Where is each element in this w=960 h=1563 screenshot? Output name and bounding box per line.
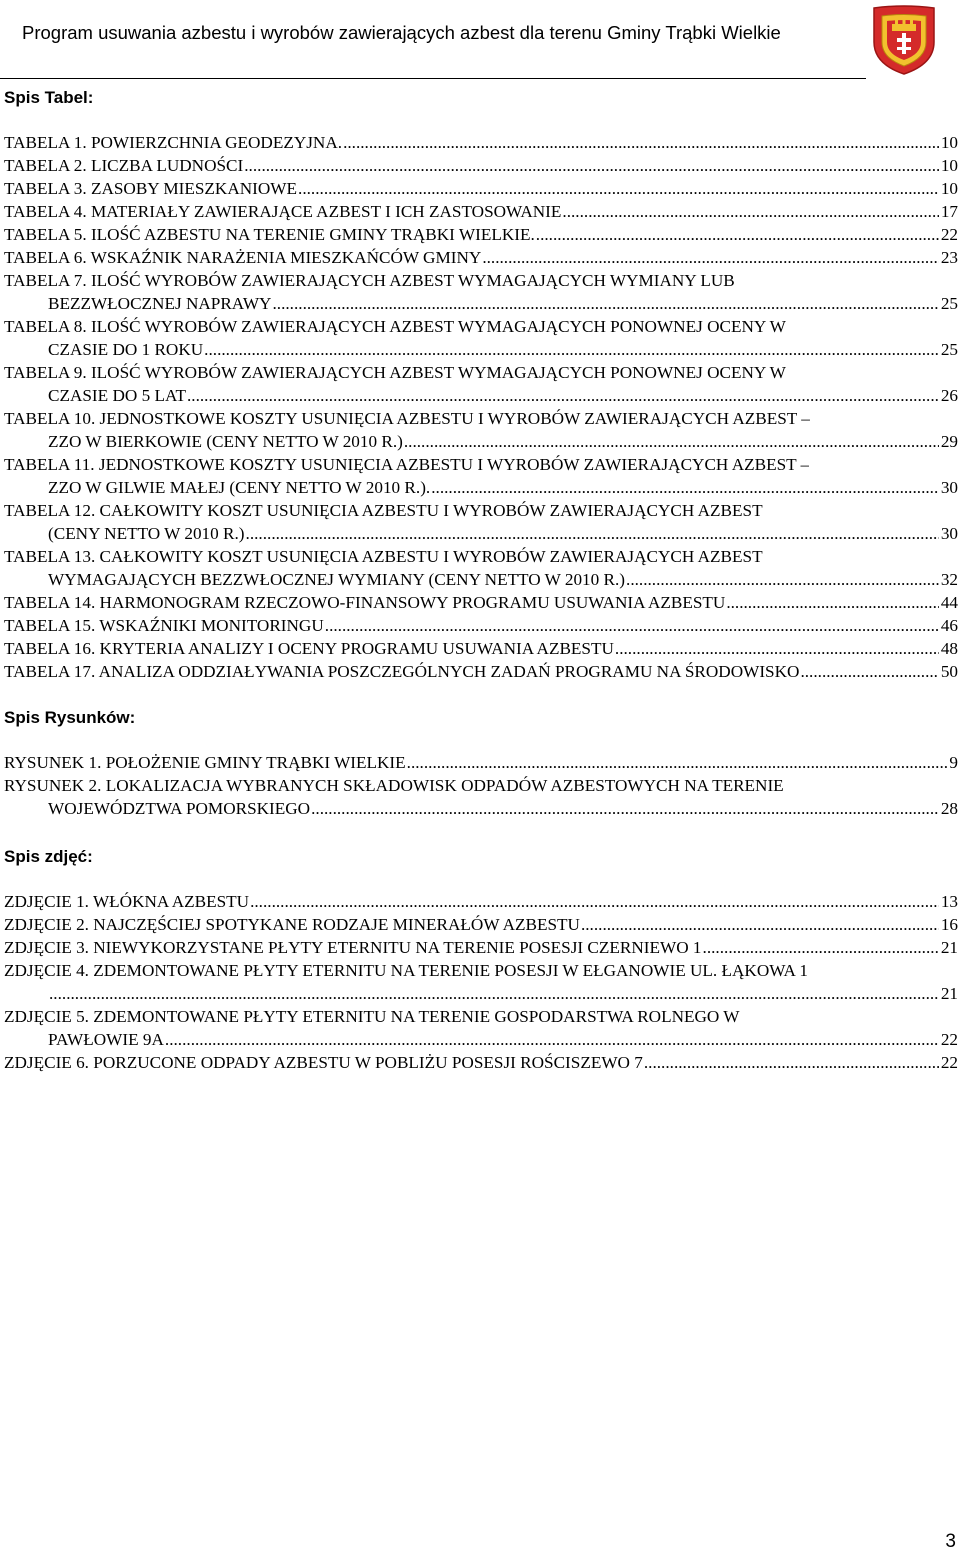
toc-entry-title: RYSUNEK 1. POŁOŻENIE GMINY TRĄBKI WIELKIE: [4, 753, 406, 772]
toc-dot-leader: [48, 982, 939, 1005]
toc-entry-line: [4, 637, 958, 660]
toc-entry-title: TABELA 17. ANALIZA ODDZIAŁYWANIA POSZCZEGÓLNYCH ZADAŃ PROGRAMU NA ŚRODOWISKO: [4, 662, 800, 681]
toc-page-number: 23: [940, 248, 958, 267]
toc-entry-line: [4, 154, 958, 177]
toc-entry-title: TABELA 5. ILOŚĆ AZBESTU NA TERENIE GMINY TRĄBKI WIELKIE.: [4, 225, 535, 244]
toc-entry[interactable]: [4, 545, 958, 591]
toc-entry-title: RYSUNEK 2. LOKALIZACJA WYBRANYCH SKŁADOWISK ODPADÓW AZBESTOWYCH NA TERENIE: [4, 776, 784, 795]
toc-entry[interactable]: [4, 774, 958, 820]
toc-dot-leader: [535, 223, 939, 246]
toc-entry-line: [4, 269, 958, 292]
toc-entry-line: [4, 292, 958, 315]
toc-entry-line: [4, 200, 958, 223]
toc-dot-leader: [406, 751, 948, 774]
toc-page-number: 21: [940, 984, 958, 1003]
toc-page-number: 10: [940, 156, 958, 175]
toc-entry-title: CZASIE DO 1 ROKU: [48, 340, 204, 359]
toc-entry-title: TABELA 11. JEDNOSTKOWE KOSZTY USUNIĘCIA AZBESTU I WYROBÓW ZAWIERAJĄCYCH AZBEST –: [4, 455, 810, 474]
toc-dot-leader: [310, 797, 939, 820]
toc-entry-line: [4, 982, 958, 1005]
toc-entry-title: ZDJĘCIE 4. ZDEMONTOWANE PŁYTY ETERNITU NA TERENIE POSESJI W EŁGANOWIE UL. ŁĄKOWA 1: [4, 961, 808, 980]
toc-page-number: 9: [949, 753, 958, 772]
toc-entry[interactable]: [4, 200, 958, 223]
toc-page-number: 17: [940, 202, 958, 221]
toc-dot-leader: [186, 384, 939, 407]
toc-entry-line: [4, 1051, 958, 1074]
toc-entry-title: TABELA 15. WSKAŹNIKI MONITORINGU: [4, 616, 324, 635]
toc-entry[interactable]: [4, 177, 958, 200]
document-title: Program usuwania azbestu i wyrobów zawierających azbest dla terenu Gminy Trąbki Wielkie: [22, 22, 781, 43]
toc-entry-title: TABELA 13. CAŁKOWITY KOSZT USUNIĘCIA AZBESTU I WYROBÓW ZAWIERAJĄCYCH AZBEST: [4, 547, 763, 566]
toc-entry-title: ZZO W BIERKOWIE (CENY NETTO W 2010 R.): [48, 432, 403, 451]
toc-entry[interactable]: [4, 936, 958, 959]
toc-page-number: 29: [940, 432, 958, 451]
toc-dot-leader: [324, 614, 939, 637]
toc-page-number: 30: [940, 478, 958, 497]
toc-entry-line: [4, 591, 958, 614]
toc-entry[interactable]: [4, 913, 958, 936]
toc-page-number: 22: [940, 225, 958, 244]
toc-page-number: 10: [940, 133, 958, 152]
toc-entry-title: TABELA 4. MATERIAŁY ZAWIERAJĄCE AZBEST I ICH ZASTOSOWANIE: [4, 202, 562, 221]
toc-entry-title: ZDJĘCIE 6. PORZUCONE ODPADY AZBESTU W POBLIŻU POSESJI ROŚCISZEWO 7: [4, 1053, 643, 1072]
toc-entry-line: [4, 568, 958, 591]
toc-dot-leader: [249, 890, 939, 913]
toc-dot-leader: [403, 430, 939, 453]
figures-heading: Spis Rysunków:: [4, 708, 136, 727]
toc-entry-title: TABELA 10. JEDNOSTKOWE KOSZTY USUNIĘCIA AZBESTU I WYROBÓW ZAWIERAJĄCYCH AZBEST –: [4, 409, 810, 428]
toc-entry-line: [4, 430, 958, 453]
toc-entry-title: TABELA 6. WSKAŹNIK NARAŻENIA MIESZKAŃCÓW GMINY: [4, 248, 482, 267]
toc-entry[interactable]: [4, 315, 958, 361]
toc-entry-title: BEZZWŁOCZNEJ NAPRAWY: [48, 294, 272, 313]
header-divider: [0, 78, 866, 79]
toc-dot-leader: [164, 1028, 939, 1051]
toc-page-number: 22: [940, 1053, 958, 1072]
toc-entry-title: TABELA 9. ILOŚĆ WYROBÓW ZAWIERAJĄCYCH AZBEST WYMAGAJĄCYCH PONOWNEJ OCENY W: [4, 363, 786, 382]
toc-entry[interactable]: [4, 361, 958, 407]
municipality-crest-icon: [866, 2, 942, 78]
toc-entry-title: ZDJĘCIE 3. NIEWYKORZYSTANE PŁYTY ETERNITU NA TERENIE POSESJI CZERNIEWO 1: [4, 938, 702, 957]
toc-dot-leader: [297, 177, 939, 200]
toc-entry-title: ZDJĘCIE 2. NAJCZĘŚCIEJ SPOTYKANE RODZAJE MINERAŁÓW AZBESTU: [4, 915, 580, 934]
toc-entry[interactable]: [4, 131, 958, 154]
page-number: 3: [945, 1531, 956, 1552]
toc-entry-line: [4, 959, 958, 982]
toc-page-number: 21: [940, 938, 958, 957]
toc-dot-leader: [342, 131, 939, 154]
toc-entry-line: [4, 522, 958, 545]
toc-entry[interactable]: [4, 959, 958, 1005]
toc-entry[interactable]: [4, 269, 958, 315]
toc-entry-line: [4, 660, 958, 683]
toc-entry-line: [4, 246, 958, 269]
toc-dot-leader: [561, 200, 938, 223]
toc-entry-line: [4, 453, 958, 476]
toc-dot-leader: [725, 591, 939, 614]
toc-entry-title: TABELA 12. CAŁKOWITY KOSZT USUNIĘCIA AZBESTU I WYROBÓW ZAWIERAJĄCYCH AZBEST: [4, 501, 763, 520]
toc-dot-leader: [614, 637, 939, 660]
toc-page-number: 26: [940, 386, 958, 405]
toc-page-number: 48: [940, 639, 958, 658]
toc-entry-line: [4, 774, 958, 797]
toc-entry-line: [4, 131, 958, 154]
toc-entry[interactable]: [4, 1005, 958, 1051]
toc-entry-line: [4, 177, 958, 200]
toc-dot-leader: [643, 1051, 939, 1074]
toc-entry-line: [4, 476, 958, 499]
toc-entry-title: TABELA 14. HARMONOGRAM RZECZOWO-FINANSOWY PROGRAMU USUWANIA AZBESTU: [4, 593, 726, 612]
toc-entry[interactable]: [4, 453, 958, 499]
toc-dot-leader: [203, 338, 939, 361]
toc-entry-line: [4, 545, 958, 568]
toc-entry-title: ZZO W GILWIE MAŁEJ (CENY NETTO W 2010 R.).: [48, 478, 431, 497]
toc-entry[interactable]: [4, 407, 958, 453]
toc-dot-leader: [245, 522, 939, 545]
toc-page-number: 22: [940, 1030, 958, 1049]
toc-page-number: 30: [940, 524, 958, 543]
toc-entry-line: [4, 315, 958, 338]
toc-entry-line: [4, 338, 958, 361]
toc-entry[interactable]: [4, 637, 958, 660]
toc-entry[interactable]: [4, 614, 958, 637]
toc-entry[interactable]: [4, 660, 958, 683]
toc-entry-title: TABELA 2. LICZBA LUDNOŚCI: [4, 156, 244, 175]
toc-entry[interactable]: [4, 591, 958, 614]
toc-entry-line: [4, 614, 958, 637]
toc-entry[interactable]: [4, 223, 958, 246]
toc-page-number: 50: [940, 662, 958, 681]
toc-entry-line: [4, 1028, 958, 1051]
toc-dot-leader: [580, 913, 939, 936]
toc-entry-line: [4, 890, 958, 913]
toc-entry[interactable]: [4, 499, 958, 545]
toc-entry-title: WYMAGAJĄCYCH BEZZWŁOCZNEJ WYMIANY (CENY NETTO W 2010 R.): [48, 570, 626, 589]
toc-entry-line: [4, 797, 958, 820]
toc-entry-title: WOJEWÓDZTWA POMORSKIEGO: [48, 799, 311, 818]
toc-page-number: 16: [940, 915, 958, 934]
toc-page-number: 32: [940, 570, 958, 589]
tables-heading: Spis Tabel:: [4, 88, 94, 107]
toc-entry-title: PAWŁOWIE 9A: [48, 1030, 164, 1049]
toc-dot-leader: [271, 292, 938, 315]
page-header: [0, 0, 960, 82]
toc-entry[interactable]: [4, 1051, 958, 1074]
toc-entry-line: [4, 384, 958, 407]
toc-entry-title: TABELA 16. KRYTERIA ANALIZY I OCENY PROGRAMU USUWANIA AZBESTU: [4, 639, 614, 658]
toc-entry-line: [4, 913, 958, 936]
toc-entry[interactable]: [4, 154, 958, 177]
toc-dot-leader: [799, 660, 938, 683]
toc-entry-line: [4, 751, 958, 774]
toc-entry-title: (CENY NETTO W 2010 R.): [48, 524, 245, 543]
tables-list: [4, 131, 958, 683]
figures-list: [4, 751, 958, 820]
toc-entry-line: [4, 499, 958, 522]
toc-dot-leader: [625, 568, 939, 591]
toc-entry[interactable]: [4, 890, 958, 913]
toc-page-number: 44: [940, 593, 958, 612]
toc-entry-line: [4, 407, 958, 430]
toc-entry-title: TABELA 3. ZASOBY MIESZKANIOWE: [4, 179, 298, 198]
toc-entry-line: [4, 223, 958, 246]
toc-entry-line: [4, 936, 958, 959]
toc-entry-title: TABELA 1. POWIERZCHNIA GEODEZYJNA.: [4, 133, 343, 152]
toc-entry-title: ZDJĘCIE 5. ZDEMONTOWANE PŁYTY ETERNITU NA TERENIE GOSPODARSTWA ROLNEGO W: [4, 1007, 740, 1026]
toc-dot-leader: [702, 936, 939, 959]
toc-entry[interactable]: [4, 751, 958, 774]
toc-page-number: 28: [940, 799, 958, 818]
toc-page-number: 25: [940, 340, 958, 359]
photos-heading: Spis zdjęć:: [4, 847, 93, 866]
toc-page-number: 10: [940, 179, 958, 198]
toc-entry[interactable]: [4, 246, 958, 269]
toc-dot-leader: [430, 476, 939, 499]
toc-entry-title: ZDJĘCIE 1. WŁÓKNA AZBESTU: [4, 892, 250, 911]
toc-page-number: 25: [940, 294, 958, 313]
toc-entry-line: [4, 1005, 958, 1028]
toc-page-number: 13: [940, 892, 958, 911]
toc-entry-title: CZASIE DO 5 LAT: [48, 386, 186, 405]
toc-dot-leader: [243, 154, 939, 177]
toc-entry-title: TABELA 8. ILOŚĆ WYROBÓW ZAWIERAJĄCYCH AZBEST WYMAGAJĄCYCH PONOWNEJ OCENY W: [4, 317, 786, 336]
toc-entry-title: TABELA 7. ILOŚĆ WYROBÓW ZAWIERAJĄCYCH AZBEST WYMAGAJĄCYCH WYMIANY LUB: [4, 271, 735, 290]
photos-list: [4, 890, 958, 1074]
toc-entry-line: [4, 361, 958, 384]
toc-page-number: 46: [940, 616, 958, 635]
toc-dot-leader: [481, 246, 939, 269]
